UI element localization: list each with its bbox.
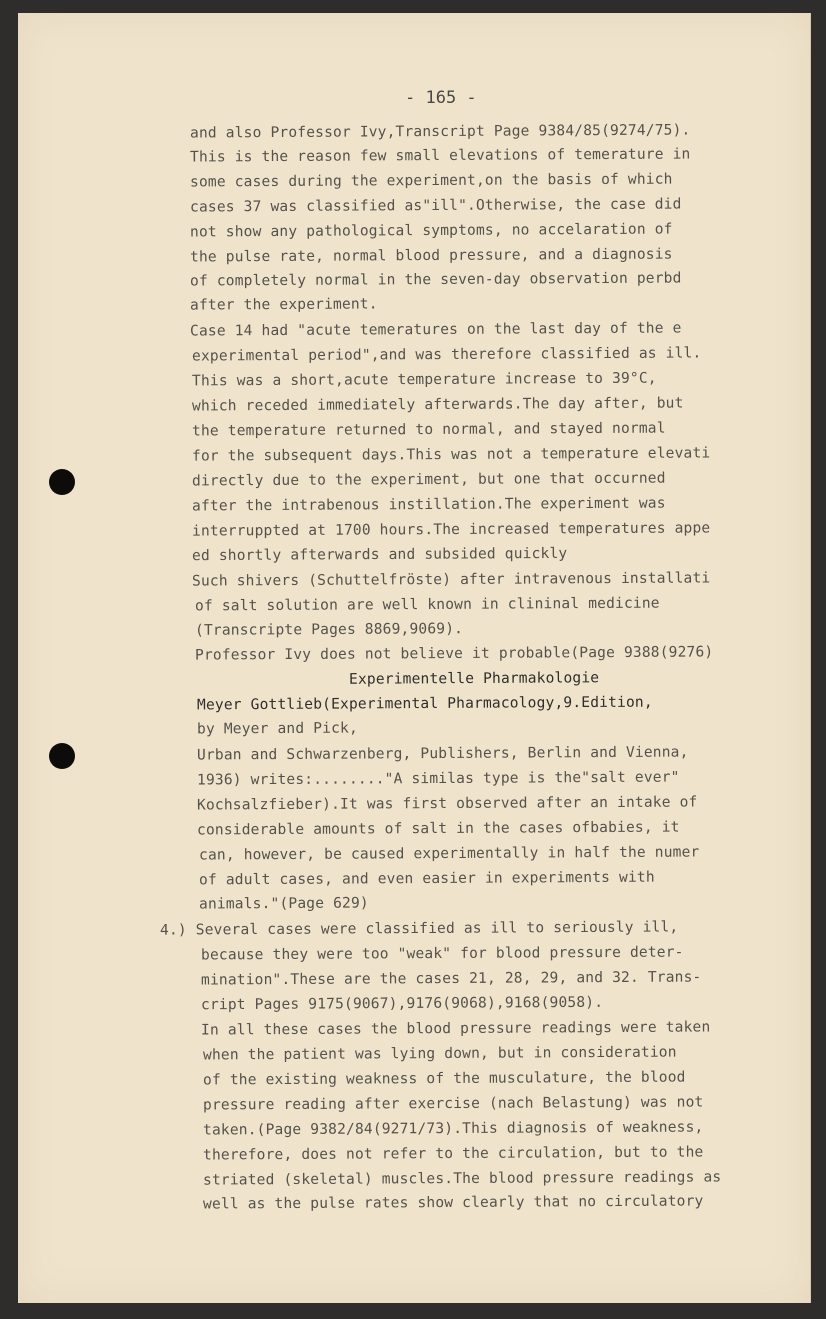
text-line: ed shortly afterwards and subsided quickly [191,544,568,565]
text-line: the pulse rate, normal blood pressure, and a diagnosis [189,245,673,266]
numbered-item-line: 4.) Several cases were classified as ill to seriously ill, [159,918,679,939]
text-line: In all these cases the blood pressure readings were taken [200,1018,711,1039]
text-line: pressure reading after exercise (nach Belastung) was not [202,1093,704,1114]
text-line: of the existing weakness of the musculature, the blood [202,1068,686,1089]
text-line: and also Professor Ivy,Transcript Page 9384/85(9274/75). [189,121,691,142]
text-line: well as the pulse rates show clearly that no circulatory [202,1192,704,1213]
punch-hole-lower [49,743,75,769]
text-line: Kochsalzfieber).It was first observed after an intake of [196,793,698,814]
text-line: Professor Ivy does not believe it probable(Page 9388(9276) [194,643,714,664]
punch-hole-upper [49,469,75,495]
text-line: This was a short,acute temperature increase to 39°C, [191,369,657,390]
text-line: Meyer Gottlieb(Experimental Pharmacology,9.Edition, [196,693,653,714]
text-line: Case 14 had "acute temeratures on the last day of the e [189,319,682,340]
book-title-line: Experimentelle Pharmakologie [348,669,600,688]
text-line: directly due to the experiment, but one that occurned [191,469,666,490]
text-line: taken.(Page 9382/84(9271/73).This diagnosis of weakness, [202,1118,704,1139]
text-line: This is the reason few small elevations of temerature in [189,145,691,166]
text-line: considerable amounts of salt in the cases ofbabies, it [196,818,680,839]
text-line: can, however, be caused experimentally in half the numer [198,843,700,864]
text-line: of salt solution are well known in clininal medicine [194,594,660,615]
text-line: therefore, does not refer to the circulation, but to the [202,1143,704,1164]
text-line: after the intrabenous instillation.The experiment was [191,494,666,515]
text-line: Urban and Schwarzenberg, Publishers, Berlin and Vienna, [196,743,689,764]
text-line: of adult cases, and even easier in experiments with [198,868,655,889]
text-line: the temperature returned to normal, and stayed normal [191,419,666,440]
text-line: Such shivers (Schuttelfröste) after intravenous installati [191,569,711,590]
text-line: some cases during the experiment,on the basis of which [189,170,673,191]
text-line: cases 37 was classified as"ill".Otherwise, the case did [189,195,682,216]
text-line: striated (skeletal) muscles.The blood pressure readings as [202,1168,722,1189]
text-line: by Meyer and Pick, [196,719,358,738]
text-line: after the experiment. [189,295,378,314]
text-line: (Transcripte Pages 8869,9069). [194,620,464,639]
text-line: which receded immediately afterwards.The day after, but [191,394,684,415]
text-line: mination".These are the cases 21, 28, 29, and 32. Trans- [200,968,702,989]
text-line: because they were too "weak" for blood pressure deter- [200,943,684,964]
page-number: - 165 - [405,88,477,108]
text-line: when the patient was lying down, but in consideration [202,1043,677,1064]
text-line: experimental period",and was therefore classified as ill. [191,344,702,365]
text-line: animals."(Page 629) [198,894,369,913]
text-line: 1936) writes:........"A similas type is the"salt ever" [196,768,680,789]
text-line: not show any pathological symptoms, no accelaration of [189,220,673,241]
text-line: cript Pages 9175(9067),9176(9068),9168(9058). [200,993,604,1014]
text-line: interruppted at 1700 hours.The increased temperatures appe [191,519,711,540]
text-line: of completely normal in the seven-day observation perbd [189,269,682,290]
text-line: for the subsequent days.This was not a temperature elevati [191,444,711,465]
